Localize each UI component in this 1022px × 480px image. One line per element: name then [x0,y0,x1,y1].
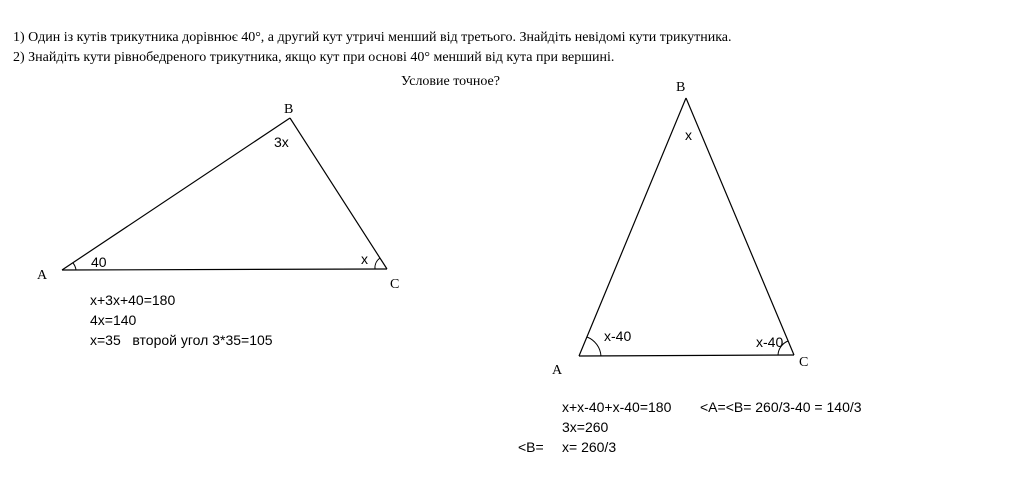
triangle-1-side-ab [62,118,290,270]
triangle-1-vertex-a: A [37,268,48,283]
triangle-1-vertex-b: B [284,102,294,117]
solution-2-line-3-prefix: <B= [518,439,544,455]
triangle-1-angle-a-label: 40 [91,254,107,270]
triangle-2-side-bc [686,98,794,355]
triangle-1-side-ac [62,269,387,270]
solution-2-line-3: x= 260/3 [562,439,617,455]
solution-2-line-1-right: <A=<B= 260/3-40 = 140/3 [700,399,862,415]
problem-line-1: 1) Один із кутів трикутника дорівнює 40°, а другий кут утричі менший від третього. Знайдіть невідомі кути трикутника. [13,30,732,45]
solution-1-line-2: 4x=140 [90,312,137,328]
solution-1-line-3: x=35 второй угол 3*35=105 [90,332,273,348]
triangle-2-vertex-c: C [799,355,809,370]
triangle-2-side-ab [579,98,686,356]
triangle-2-angle-c-label: x-40 [756,334,784,350]
triangle-1-angle-c-label: x [361,251,368,267]
triangle-2-angle-b-label: x [685,127,692,143]
question-text: Условие точное? [401,74,500,89]
triangle-1-angle-a-arc [73,263,76,270]
solution-1-line-1: x+3x+40=180 [90,292,176,308]
triangle-2-vertex-a: A [552,363,563,378]
triangle-1-side-bc [290,118,387,269]
triangle-1-angle-b-label: 3x [274,134,289,150]
triangle-2-side-ac [579,355,794,356]
problem-line-2: 2) Знайдіть кути рівнобедреного трикутника, якщо кут при основі 40° менший від кута при вершині. [13,50,615,65]
triangle-1-vertex-c: C [390,277,400,292]
triangle-1 [62,118,387,270]
solution-2-line-1: x+x-40+x-40=180 [562,399,672,415]
solution-2-line-2: 3x=260 [562,419,609,435]
triangle-2-vertex-b: B [676,80,686,95]
triangle-2-angle-a-arc [587,337,601,356]
triangle-2-angle-a-label: x-40 [604,328,632,344]
triangle-1-angle-c-arc [375,258,380,269]
